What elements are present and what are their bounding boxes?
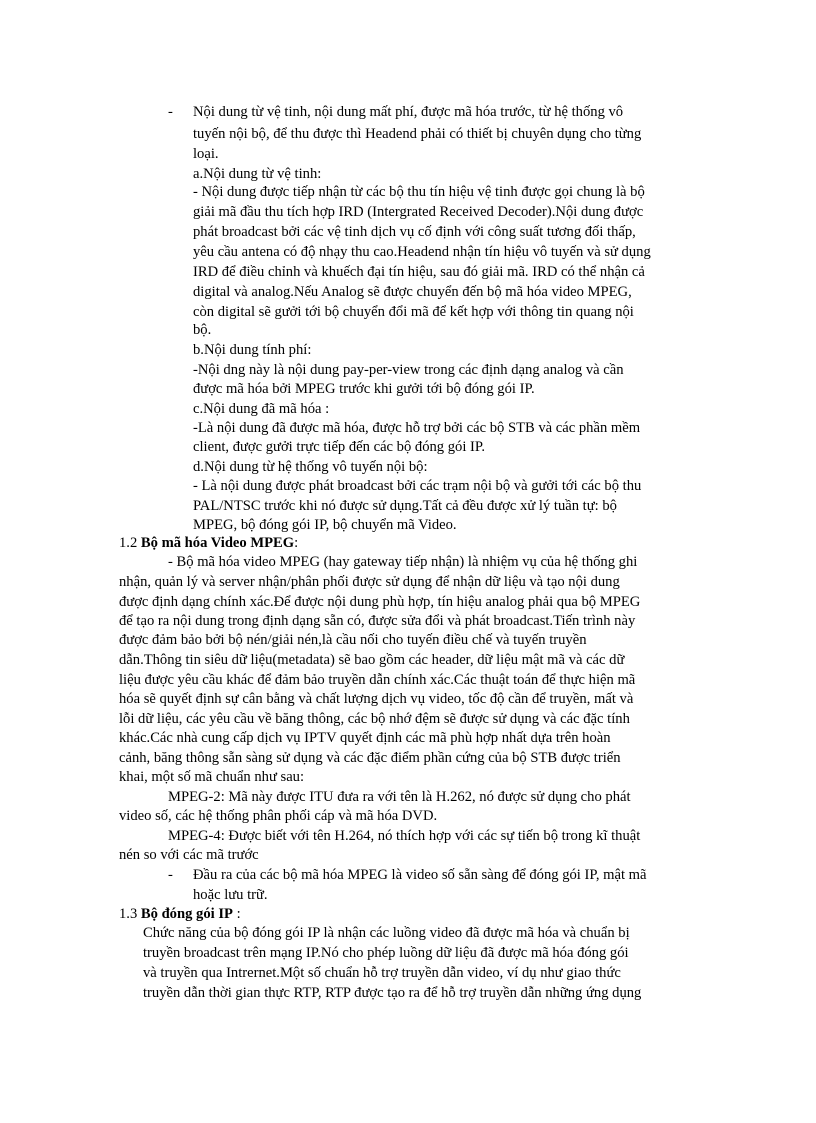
- output-line-1: Đầu ra của các bộ mã hóa MPEG là video số sẵn sàng để đóng gói IP, mật mã: [193, 867, 647, 883]
- mpeg4-line-1: MPEG-4: Được biết với tên H.264, nó thích hợp với các sự tiến bộ trong kĩ thuật: [168, 828, 641, 844]
- section-12-line-2: nhận, quản lý và server nhận/phân phối được sử dụng để nhận dữ liệu và tạo nội dung: [119, 574, 620, 590]
- section-12-line-4: để tạo ra nội dung trong định dạng sẵn có, được sửa đổi và phát broadcast.Tiến trình này: [119, 613, 636, 629]
- sub-a-line-3: phát broadcast bởi các vệ tinh dịch vụ cố định với công suất tương đối thấp,: [193, 224, 636, 240]
- sub-c-line-1: -Là nội dung đã được mã hóa, được hỗ trợ bởi các bộ STB và các phần mềm: [193, 420, 641, 436]
- intro-line-1: Nội dung từ vệ tinh, nội dung mất phí, được mã hóa trước, từ hệ thống vô: [193, 104, 624, 120]
- sub-d-line-1: - Là nội dung được phát broadcast bởi các trạm nội bộ và gưởi tới các bộ thu: [193, 478, 642, 494]
- sub-c-heading: c.Nội dung đã mã hóa :: [193, 401, 330, 417]
- section-12-line-7: liệu được yêu cầu khác để đảm bảo truyền dẫn chính xác.Các thuật toán để thực hiện mã: [119, 672, 636, 688]
- section-13-line-1: Chức năng của bộ đóng gói IP là nhận các luồng video đã được mã hóa và chuẩn bị: [143, 925, 630, 941]
- section-12-line-10: khác.Các nhà cung cấp dịch vụ IPTV quyết định các mã phù hợp nhất dựa trên hoàn: [119, 730, 611, 746]
- mpeg2-line-2: video số, các hệ thống phân phối cáp và mã hóa DVD.: [119, 808, 438, 824]
- section-12-suffix: :: [294, 535, 299, 551]
- section-12-line-11: cảnh, băng thông sẵn sàng sử dụng và các đặc điểm phần cứng của bộ STB được triển: [119, 750, 621, 766]
- sub-a-line-1: - Nội dung được tiếp nhận từ các bộ thu tín hiệu vệ tinh được gọi chung là bộ: [193, 184, 645, 200]
- sub-a-line-4: yêu cầu antena có độ nhạy thu cao.Headend nhận tín hiệu vô tuyến và sử dụng: [193, 244, 651, 260]
- section-12-line-12: khai, một số mã chuẩn như sau:: [119, 769, 305, 785]
- sub-b-line-2: được mã hóa bởi MPEG trước khi gưởi tới bộ đóng gói IP.: [193, 381, 535, 397]
- sub-a-line-2: giải mã đầu thu tích hợp IRD (Intergrated Received Decoder).Nội dung được: [193, 204, 644, 220]
- sub-d-line-2: PAL/NTSC trước khi nó được sử dụng.Tất cả đều được xử lý tuần tự: bộ: [193, 498, 617, 514]
- section-12-line-5: được đảm bảo bởi bộ nén/giải nén,là cầu nối cho tuyến điều chế và tuyến truyền: [119, 632, 587, 648]
- section-13-number: 1.3: [119, 906, 141, 922]
- sub-d-heading: d.Nội dung từ hệ thống vô tuyến nội bộ:: [193, 459, 428, 475]
- output-bullet-marker: -: [168, 867, 173, 883]
- section-12-heading: [119, 534, 298, 552]
- section-12-line-3: được định dạng chính xác.Để được nội dung phù hợp, tín hiệu analog phải qua bộ MPEG: [119, 594, 641, 610]
- intro-line-2: tuyến nội bộ, để thu được thì Headend phải có thiết bị chuyên dụng cho từng: [193, 126, 642, 142]
- intro-line-3: loại.: [193, 146, 219, 162]
- section-13-heading: [119, 905, 241, 923]
- sub-c-line-2: client, được gưởi trực tiếp đến các bộ đóng gói IP.: [193, 439, 486, 455]
- section-12-line-1: - Bộ mã hóa video MPEG (hay gateway tiếp nhận) là nhiệm vụ của hệ thống ghi: [168, 554, 638, 570]
- sub-a-line-5: IRD để điều chỉnh và khuếch đại tín hiệu, sau đó giải mã. IRD có thể nhận cả: [193, 264, 645, 280]
- section-12-number: 1.2: [119, 535, 141, 551]
- section-12-line-8: hóa sẽ quyết định sự cân bằng và chất lượng dịch vụ video, tốc độ cần để truyền, mất và: [119, 691, 634, 707]
- sub-a-heading: a.Nội dung từ vệ tinh:: [193, 166, 322, 182]
- sub-b-line-1: -Nội dng này là nội dung pay-per-view trong các định dạng analog và cần: [193, 362, 624, 378]
- sub-b-heading: b.Nội dung tính phí:: [193, 342, 312, 358]
- intro-bullet-marker: -: [168, 104, 173, 120]
- output-line-2: hoặc lưu trữ.: [193, 887, 268, 903]
- section-13-title: Bộ đóng gói IP: [140, 906, 233, 922]
- section-12-title: Bộ mã hóa Video MPEG: [140, 535, 295, 551]
- section-13-line-3: và truyền qua Intrernet.Một số chuẩn hỗ trợ truyền dẫn video, ví dụ như giao thức: [143, 965, 621, 981]
- section-13-line-4: truyền dẫn thời gian thực RTP, RTP được tạo ra để hỗ trợ truyền dẫn những ứng dụng: [143, 985, 642, 1001]
- sub-d-line-3: MPEG, bộ đóng gói IP, bộ chuyển mã Video.: [193, 517, 457, 533]
- section-13-line-2: truyền broadcast trên mạng IP.Nó cho phép luồng dữ liệu đã được mã hóa đóng gói: [143, 945, 629, 961]
- sub-a-line-8: bộ.: [193, 322, 212, 338]
- section-12-line-9: lỗi dữ liệu, các yêu cầu về băng thông, các bộ nhớ đệm sẽ được sử dụng và các đặc tính: [119, 711, 630, 727]
- sub-a-line-6: digital và analog.Nếu Analog sẽ được chuyển đến bộ mã hóa video MPEG,: [193, 284, 632, 300]
- mpeg2-line-1: MPEG-2: Mã này được ITU đưa ra với tên là H.262, nó được sử dụng cho phát: [168, 789, 631, 805]
- section-13-suffix: :: [232, 906, 241, 922]
- sub-a-line-7: còn digital sẽ gưởi tới bộ chuyển đổi mã để kết hợp với thông tin quang nội: [193, 304, 634, 320]
- mpeg4-line-2: nén so với các mã trước: [119, 847, 259, 863]
- section-12-line-6: dẫn.Thông tin siêu dữ liệu(metadata) sẽ bao gồm các header, dữ liệu mật mã và các dữ: [119, 652, 625, 668]
